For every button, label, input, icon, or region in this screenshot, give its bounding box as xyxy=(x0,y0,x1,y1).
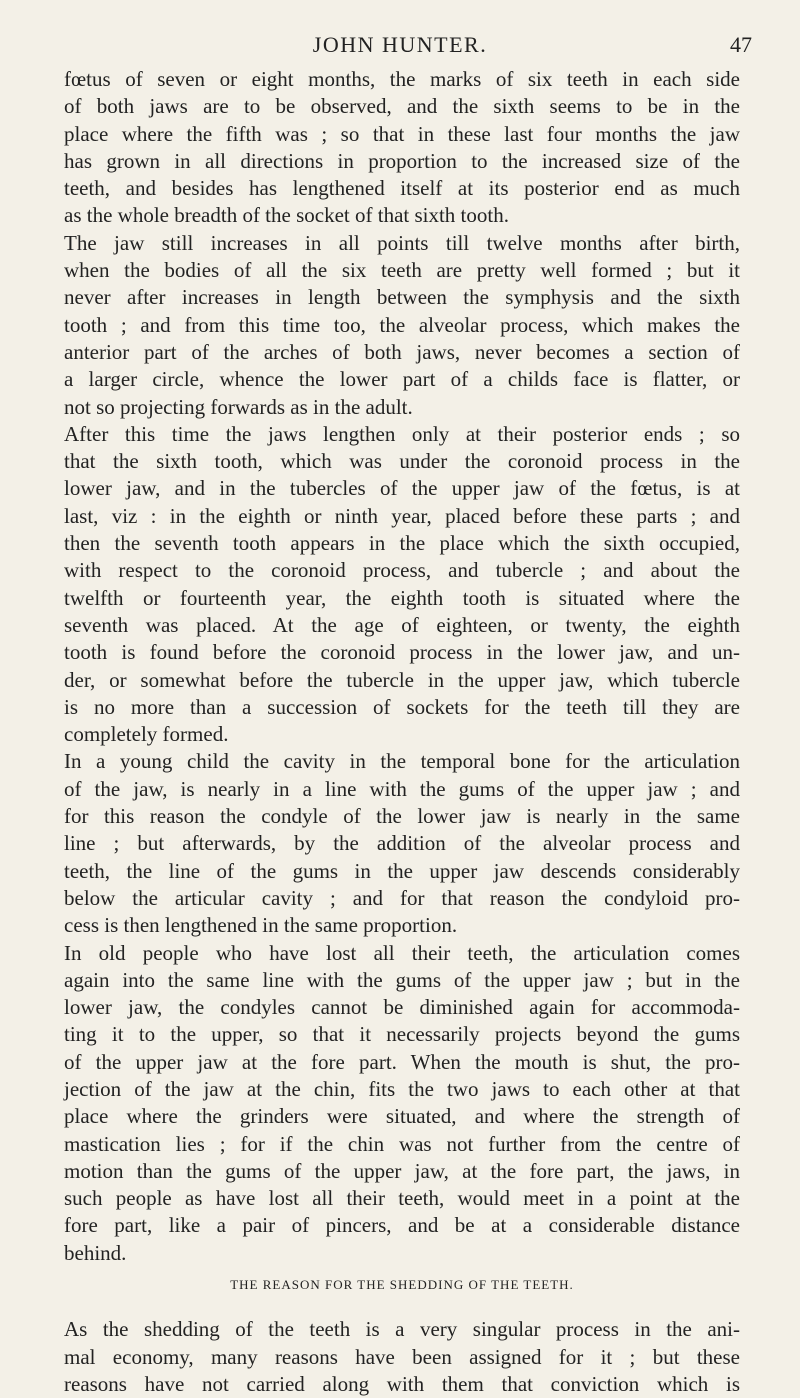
paragraph xyxy=(64,230,740,421)
page-number: 47 xyxy=(730,32,752,57)
text-line: reasons have not carried along with them that conviction which is xyxy=(64,1371,740,1396)
text-line: fœtus of seven or eight months, the marks of six teeth in each side xyxy=(64,67,740,91)
text-line: behind. xyxy=(64,1240,127,1265)
text-line: motion than the gums of the upper jaw, at the fore part, the jaws, in xyxy=(64,1158,740,1183)
paragraph xyxy=(64,748,740,939)
text-line: tooth ; and from this time too, the alveolar process, which makes the xyxy=(64,312,740,337)
text-line: der, or somewhat before the tubercle in the upper jaw, which tubercle xyxy=(64,667,740,692)
text-line: such people as have lost all their teeth, would meet in a point at the xyxy=(64,1186,740,1211)
paragraph xyxy=(64,421,740,749)
text-line: that the sixth tooth, which was under the coronoid process in the xyxy=(64,449,740,474)
text-line: mal economy, many reasons have been assigned for it ; but these xyxy=(64,1344,740,1369)
paragraphs xyxy=(64,66,740,1267)
text-line: fore part, like a pair of pincers, and be at a considerable distance xyxy=(64,1213,740,1238)
body-text xyxy=(64,66,740,1398)
text-line: not so projecting forwards as in the adult. xyxy=(64,394,413,419)
text-line: jection of the jaw at the chin, fits the two jaws to each other at that xyxy=(64,1076,740,1101)
text-line: has grown in all directions in proportion to the increased size of the xyxy=(64,148,740,173)
text-line: when the bodies of all the six teeth are pretty well formed ; but it xyxy=(64,258,740,283)
text-line: last, viz : in the eighth or ninth year, placed before these parts ; and xyxy=(64,503,740,528)
text-line: for this reason the condyle of the lower jaw is nearly in the same xyxy=(64,804,740,829)
text-line: After this time the jaws lengthen only at their posterior ends ; so xyxy=(64,421,740,446)
text-line: twelfth or fourteenth year, the eighth tooth is situated where the xyxy=(64,585,740,610)
text-line: anterior part of the arches of both jaws, never becomes a section of xyxy=(64,339,740,364)
text-line: teeth, the line of the gums in the upper jaw descends considerably xyxy=(64,858,740,883)
text-line: lower jaw, and in the tubercles of the upper jaw of the fœtus, is at xyxy=(64,476,740,501)
text-line: of the jaw, is nearly in a line with the gums of the upper jaw ; and xyxy=(64,776,740,801)
text-line: In a young child the cavity in the temporal bone for the articulation xyxy=(64,749,740,774)
page-header xyxy=(0,30,800,64)
text-line: teeth, and besides has lengthened itself at its posterior end as much xyxy=(64,176,740,201)
running-title: JOHN HUNTER. xyxy=(312,32,488,57)
text-line: never after increases in length between the symphysis and the sixth xyxy=(64,285,740,310)
text-line: ting it to the upper, so that it necessarily projects beyond the gums xyxy=(64,1022,740,1047)
text-line: completely formed. xyxy=(64,722,229,747)
text-line: In old people who have lost all their teeth, the articulation comes xyxy=(64,940,740,965)
text-line: tooth is found before the coronoid process in the lower jaw, and un- xyxy=(64,640,740,665)
text-line: below the articular cavity ; and for that reason the condyloid pro- xyxy=(64,885,740,910)
text-line: with respect to the coronoid process, and tubercle ; and about the xyxy=(64,558,740,583)
text-line: line ; but afterwards, by the addition of the alveolar process and xyxy=(64,831,740,856)
text-line: a larger circle, whence the lower part of a childs face is flatter, or xyxy=(64,367,740,392)
text-line: of both jaws are to be observed, and the sixth seems to be in the xyxy=(64,94,740,119)
text-line: then the seventh tooth appears in the place which the sixth occupied, xyxy=(64,531,740,556)
text-line: place where the grinders were situated, and where the strength of xyxy=(64,1104,740,1129)
text-line: cess is then lengthened in the same proportion. xyxy=(64,913,458,938)
text-line: As the shedding of the teeth is a very singular process in the ani- xyxy=(64,1317,740,1342)
text-line: lower jaw, the condyles cannot be diminished again for accommoda- xyxy=(64,995,740,1020)
text-line: place where the fifth was ; so that in these last four months the jaw xyxy=(64,121,740,146)
section-heading: THE REASON FOR THE SHEDDING OF THE TEETH. xyxy=(230,1277,574,1293)
paragraph xyxy=(64,940,740,1268)
text-line: again into the same line with the gums of the upper jaw ; but in the xyxy=(64,967,740,992)
final-paragraph xyxy=(64,1316,740,1398)
paragraph xyxy=(64,66,740,230)
text-line: as the whole breadth of the socket of that sixth tooth. xyxy=(64,203,509,228)
text-line: is no more than a succession of sockets for the teeth till they are xyxy=(64,694,740,719)
text-line: mastication lies ; for if the chin was not further from the centre of xyxy=(64,1131,740,1156)
text-line: of the upper jaw at the fore part. When the mouth is shut, the pro- xyxy=(64,1049,740,1074)
text-line: seventh was placed. At the age of eighteen, or twenty, the eighth xyxy=(64,612,740,637)
text-line: The jaw still increases in all points till twelve months after birth, xyxy=(64,230,740,255)
